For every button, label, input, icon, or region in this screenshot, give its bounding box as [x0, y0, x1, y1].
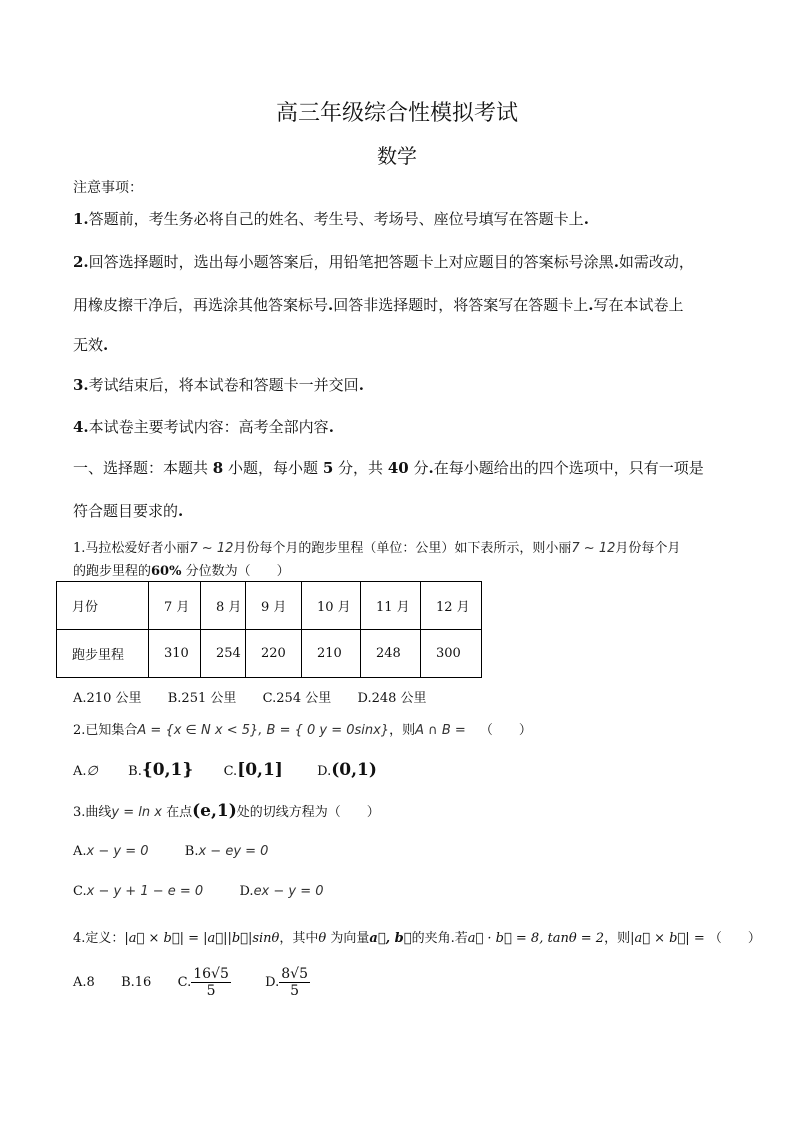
table-cell: 310: [149, 630, 201, 678]
table-cell: 7 月: [149, 582, 201, 630]
question-4-stem: 4.定义：|a⃗ × b⃗| = |a⃗||b⃗|sinθ，其中θ 为向量a⃗, b⃗的夹角.若a⃗ · b⃗ = 8, tanθ = 2，则|a⃗ × b⃗| = （ ）: [73, 931, 761, 946]
option-c[interactable]: C.[0,1]: [223, 760, 283, 780]
table-cell: 210: [302, 630, 361, 678]
table-row: [57, 582, 482, 630]
question-1-options: [73, 687, 427, 706]
section-1-heading-line2: 符合题目要求的.: [73, 502, 184, 520]
option-b[interactable]: B.251 公里: [167, 691, 237, 706]
table-cell: 12 月: [421, 582, 482, 630]
option-c[interactable]: C. $\frac{16√5}{5}$: [177, 966, 229, 999]
question-1-stem: 1.马拉松爱好者小丽7 ~ 12月份每个月的跑步里程（单位：公里）如下表所示，则小丽7 ~ 12月份每个月: [73, 541, 681, 556]
page-title: 高三年级综合性模拟考试: [275, 101, 518, 126]
option-a[interactable]: A.∅: [73, 764, 98, 779]
table-cell: 跑步里程: [57, 630, 149, 678]
table-cell: 220: [246, 630, 302, 678]
table-cell: 300: [421, 630, 482, 678]
table-cell: 9 月: [246, 582, 302, 630]
subject-title: 数学: [377, 144, 417, 168]
table-cell: 248: [361, 630, 421, 678]
table-row: [57, 630, 482, 678]
notice-item-1: 1.答题前，考生务必将自己的姓名、考生号、考场号、座位号填写在答题卡上.: [73, 210, 589, 228]
mileage-table: [56, 581, 482, 678]
table-cell: 月份: [57, 582, 149, 630]
section-1-heading: 一、选择题：本题共 8 小题，每小题 5 分，共 40 分.在每小题给出的四个选项中，只有一项是: [73, 459, 704, 477]
notice-item-2-line2: 用橡皮擦干净后，再选涂其他答案标号.回答非选择题时，将答案写在答题卡上.写在本试卷上: [73, 296, 684, 314]
option-b[interactable]: B.{0,1}: [128, 760, 194, 780]
notice-item-2-line3: 无效.: [73, 336, 109, 354]
notice-heading: 注意事项：: [73, 180, 143, 196]
option-a[interactable]: A.x − y = 0: [73, 844, 149, 859]
option-c[interactable]: C.254 公里: [262, 691, 332, 706]
notice-item-4: 4.本试卷主要考试内容：高考全部内容.: [73, 418, 334, 436]
option-d[interactable]: D.(0,1): [317, 760, 377, 780]
question-2-stem: 2.已知集合A = {x ∈ N x < 5}, B = { 0 y = 0sinx}，则A ∩ B = （ ）: [73, 723, 532, 738]
table-cell: 10 月: [302, 582, 361, 630]
question-2-options: [73, 760, 377, 780]
notice-item-3: 3.考试结束后，将本试卷和答题卡一并交回.: [73, 376, 364, 394]
notice-item-2: 2.回答选择题时，选出每小题答案后，用铅笔把答题卡上对应题目的答案标号涂黑.如需改动，: [73, 253, 694, 271]
option-a[interactable]: A.8: [73, 975, 95, 990]
option-a[interactable]: A.210 公里: [73, 691, 142, 706]
table-cell: 254: [201, 630, 246, 678]
option-c[interactable]: C.x − y + 1 − e = 0: [73, 884, 204, 899]
question-3-stem: 3.曲线y = ln x 在点(e,1)处的切线方程为（ ）: [73, 801, 380, 821]
option-d[interactable]: D. $\frac{8√5}{5}$: [265, 966, 308, 999]
question-3-options-row2: [73, 884, 324, 899]
question-4-options: [73, 966, 310, 999]
option-b[interactable]: B.x − ey = 0: [184, 844, 269, 859]
table-cell: 8 月: [201, 582, 246, 630]
option-b[interactable]: B.16: [121, 975, 152, 990]
option-d[interactable]: D.248 公里: [357, 691, 427, 706]
question-1-stem-line2: 的跑步里程的60% 分位数为（ ）: [73, 564, 290, 579]
question-3-options-row1: [73, 844, 268, 859]
table-cell: 11 月: [361, 582, 421, 630]
option-d[interactable]: D.ex − y = 0: [239, 884, 324, 899]
